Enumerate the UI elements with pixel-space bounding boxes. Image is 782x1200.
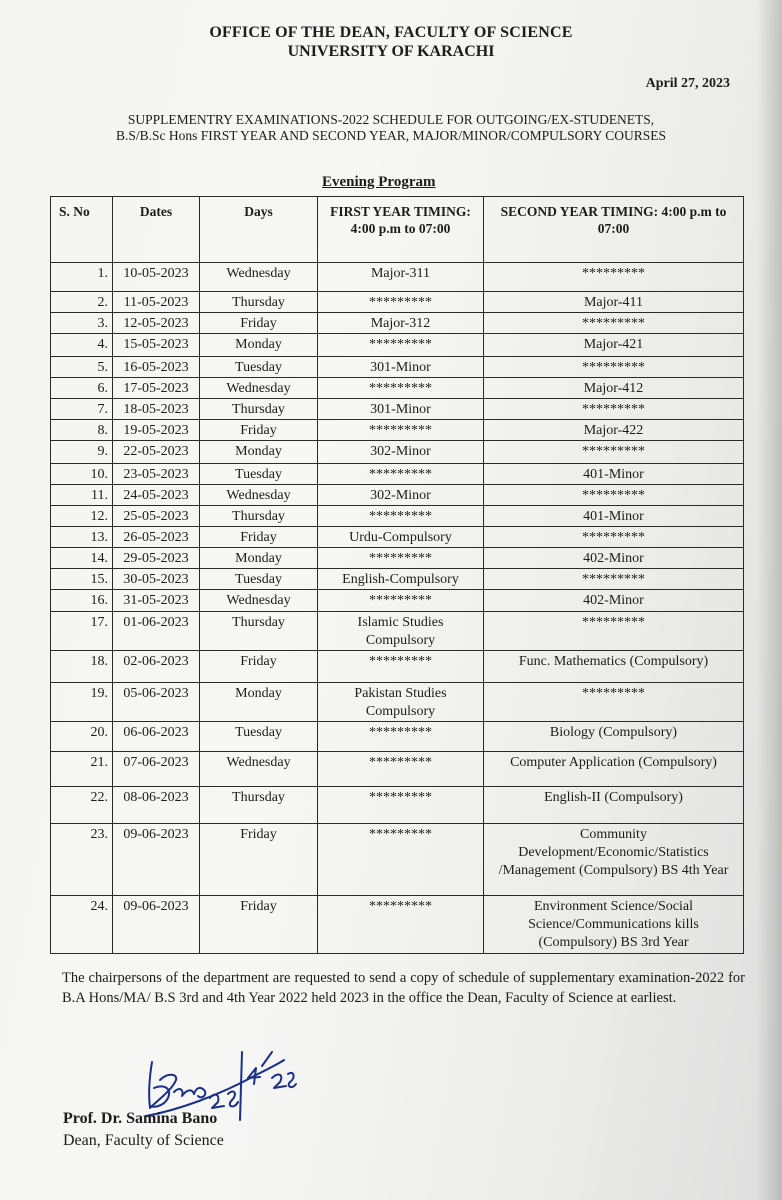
row-date-cell: [113, 334, 200, 357]
table-row: [51, 334, 744, 357]
row-date-cell: [113, 399, 200, 420]
row-sno: 8.: [97, 423, 108, 438]
row-day-cell: [200, 313, 318, 334]
row-date-cell: [113, 612, 200, 651]
table-row: [51, 569, 744, 590]
row-date: 12-05-2023: [123, 316, 189, 331]
row-first-year-cell: [318, 787, 484, 824]
row-sno: 3.: [97, 316, 108, 331]
row-date-cell: [113, 569, 200, 590]
row-day: Wednesday: [226, 488, 291, 503]
row-first-year: 302-Minor: [370, 488, 431, 503]
row-date: 10-05-2023: [123, 266, 189, 281]
row-first-year: 302-Minor: [370, 444, 431, 459]
row-day: Monday: [235, 551, 282, 566]
row-second-year-cell: [484, 441, 744, 464]
row-second-year: Major-412: [583, 381, 644, 396]
row-day: Friday: [240, 530, 277, 545]
row-date-cell: [113, 506, 200, 527]
row-second-year-cell: [484, 263, 744, 292]
row-day: Friday: [240, 423, 277, 438]
row-first-year: *********: [369, 790, 432, 805]
row-date: 26-05-2023: [123, 530, 189, 545]
row-day-cell: [200, 752, 318, 787]
program-heading: Evening Program: [322, 174, 436, 190]
row-second-year-cell: [484, 787, 744, 824]
row-date-cell: [113, 896, 200, 954]
row-sno: 2.: [97, 295, 108, 310]
row-date-cell: [113, 485, 200, 506]
table-row: [51, 824, 744, 896]
row-day: Tuesday: [235, 360, 282, 375]
row-second-year: *********: [582, 488, 645, 503]
row-first-year-cell: [318, 569, 484, 590]
row-date: 06-06-2023: [123, 725, 189, 740]
table-row: [51, 485, 744, 506]
row-date-cell: [113, 464, 200, 485]
row-first-year: *********: [369, 467, 432, 482]
row-day-cell: [200, 548, 318, 569]
row-date-cell: [113, 590, 200, 612]
row-day: Tuesday: [235, 725, 282, 740]
row-first-year: *********: [369, 337, 432, 352]
row-first-year-cell: [318, 313, 484, 334]
row-date-cell: [113, 548, 200, 569]
header-sno: S. No: [51, 197, 113, 263]
row-date-cell: [113, 527, 200, 548]
row-second-year: Major-421: [583, 337, 644, 352]
row-day: Wednesday: [226, 593, 291, 608]
row-sno-cell: [51, 569, 113, 590]
row-day: Friday: [240, 899, 277, 914]
row-day-cell: [200, 420, 318, 441]
row-second-year-cell: [484, 683, 744, 722]
row-first-year-cell: [318, 292, 484, 313]
row-day-cell: [200, 683, 318, 722]
row-second-year-cell: [484, 506, 744, 527]
row-date-cell: [113, 313, 200, 334]
row-day: Friday: [240, 827, 277, 842]
row-first-year-cell: [318, 612, 484, 651]
row-sno: 24.: [90, 899, 108, 914]
row-second-year-cell: [484, 548, 744, 569]
row-date-cell: [113, 263, 200, 292]
row-day-cell: [200, 399, 318, 420]
row-sno: 16.: [90, 593, 108, 608]
row-date: 01-06-2023: [123, 615, 189, 630]
row-second-year: *********: [582, 402, 645, 417]
row-date: 17-05-2023: [123, 381, 189, 396]
row-second-year-cell: [484, 824, 744, 896]
row-second-year: *********: [582, 530, 645, 545]
row-day: Monday: [235, 444, 282, 459]
row-sno: 13.: [90, 530, 108, 545]
row-sno-cell: [51, 485, 113, 506]
row-date: 09-06-2023: [123, 827, 189, 842]
row-first-year: Major-311: [370, 266, 431, 281]
row-date-cell: [113, 420, 200, 441]
row-second-year-cell: [484, 651, 744, 683]
row-date: 15-05-2023: [123, 337, 189, 352]
row-sno: 6.: [97, 381, 108, 396]
row-second-year: Community Development/Economic/Statistics /Management (Compulsory) BS 4th Year: [498, 827, 729, 878]
row-date-cell: [113, 722, 200, 752]
row-second-year-cell: [484, 292, 744, 313]
row-second-year: Major-422: [583, 423, 644, 438]
row-sno-cell: [51, 752, 113, 787]
row-second-year-cell: [484, 485, 744, 506]
row-day: Wednesday: [226, 381, 291, 396]
row-date-cell: [113, 292, 200, 313]
row-sno: 12.: [90, 509, 108, 524]
row-second-year: *********: [582, 572, 645, 587]
table-row: [51, 651, 744, 683]
chairpersons-note: [62, 968, 745, 1008]
row-day: Monday: [235, 686, 282, 701]
row-sno: 19.: [90, 686, 108, 701]
row-day: Thursday: [232, 402, 285, 417]
row-first-year: English-Compulsory: [342, 572, 459, 587]
row-date: 16-05-2023: [123, 360, 189, 375]
row-date-cell: [113, 378, 200, 399]
signer-name: Prof. Dr. Samina Bano: [63, 1110, 218, 1127]
row-first-year-cell: [318, 441, 484, 464]
row-day-cell: [200, 378, 318, 399]
row-day-cell: [200, 722, 318, 752]
table-row: [51, 752, 744, 787]
row-sno: 22.: [90, 790, 108, 805]
page-edge-shadow: [756, 0, 782, 1200]
row-sno-cell: [51, 420, 113, 441]
row-first-year-cell: [318, 548, 484, 569]
row-second-year: 402-Minor: [583, 593, 644, 608]
row-first-year-cell: [318, 399, 484, 420]
row-sno: 14.: [90, 551, 108, 566]
row-date: 29-05-2023: [123, 551, 189, 566]
row-second-year-cell: [484, 313, 744, 334]
row-date: 08-06-2023: [123, 790, 189, 805]
row-sno: 5.: [97, 360, 108, 375]
row-date: 07-06-2023: [123, 755, 189, 770]
row-day: Wednesday: [226, 755, 291, 770]
row-day-cell: [200, 569, 318, 590]
table-row: [51, 590, 744, 612]
header-days: Days: [200, 197, 318, 263]
exam-schedule-table: [50, 196, 744, 954]
row-first-year: Major-312: [370, 316, 431, 331]
row-second-year: Biology (Compulsory): [549, 725, 678, 740]
row-second-year: 401-Minor: [583, 467, 644, 482]
row-sno-cell: [51, 787, 113, 824]
table-row: [51, 787, 744, 824]
row-sno: 1.: [97, 266, 108, 281]
row-second-year-cell: [484, 378, 744, 399]
row-day-cell: [200, 506, 318, 527]
row-sno-cell: [51, 506, 113, 527]
row-date: 25-05-2023: [123, 509, 189, 524]
row-day: Wednesday: [226, 266, 291, 281]
row-first-year: 301-Minor: [370, 402, 431, 417]
row-second-year: English-II (Compulsory): [544, 790, 683, 805]
row-day: Tuesday: [235, 572, 282, 587]
row-first-year-cell: [318, 464, 484, 485]
row-sno: 15.: [90, 572, 108, 587]
row-first-year: *********: [369, 725, 432, 740]
row-first-year: *********: [369, 381, 432, 396]
row-date-cell: [113, 824, 200, 896]
row-date: 30-05-2023: [123, 572, 189, 587]
table-row: [51, 683, 744, 722]
row-sno-cell: [51, 292, 113, 313]
row-second-year: *********: [582, 266, 645, 281]
row-second-year: Func. Mathematics (Compulsory): [518, 654, 709, 669]
row-date-cell: [113, 683, 200, 722]
row-second-year: Environment Science/Social Science/Communications kills (Compulsory) BS 3rd Year: [528, 899, 699, 950]
row-date: 23-05-2023: [123, 467, 189, 482]
row-sno-cell: [51, 441, 113, 464]
row-first-year-cell: [318, 527, 484, 548]
row-date: 11-05-2023: [123, 295, 189, 310]
row-sno: 20.: [90, 725, 108, 740]
row-day-cell: [200, 334, 318, 357]
row-second-year-cell: [484, 590, 744, 612]
row-date-cell: [113, 787, 200, 824]
row-sno: 9.: [97, 444, 108, 459]
table-header-row: [51, 197, 744, 263]
row-date: 24-05-2023: [123, 488, 189, 503]
row-date: 05-06-2023: [123, 686, 189, 701]
row-second-year-cell: [484, 612, 744, 651]
row-sno: 4.: [97, 337, 108, 352]
row-day-cell: [200, 651, 318, 683]
row-day: Thursday: [232, 509, 285, 524]
row-second-year-cell: [484, 420, 744, 441]
table-row: [51, 548, 744, 569]
row-first-year-cell: [318, 357, 484, 378]
table-row: [51, 420, 744, 441]
row-first-year: *********: [369, 827, 432, 842]
row-first-year-cell: [318, 752, 484, 787]
row-date: 22-05-2023: [123, 444, 189, 459]
row-first-year-cell: [318, 722, 484, 752]
row-second-year-cell: [484, 357, 744, 378]
row-sno-cell: [51, 896, 113, 954]
row-sno-cell: [51, 464, 113, 485]
row-first-year-cell: [318, 378, 484, 399]
row-sno-cell: [51, 527, 113, 548]
row-first-year: *********: [369, 295, 432, 310]
row-second-year-cell: [484, 527, 744, 548]
table-row: [51, 722, 744, 752]
row-second-year: Major-411: [583, 295, 644, 310]
table-row: [51, 506, 744, 527]
row-date: 02-06-2023: [123, 654, 189, 669]
row-sno: 21.: [90, 755, 108, 770]
row-second-year-cell: [484, 896, 744, 954]
row-first-year-cell: [318, 420, 484, 441]
row-day-cell: [200, 292, 318, 313]
row-first-year: 301-Minor: [370, 360, 431, 375]
header-dates: Dates: [113, 197, 200, 263]
row-sno: 10.: [90, 467, 108, 482]
table-row: [51, 357, 744, 378]
row-sno: 18.: [90, 654, 108, 669]
row-first-year: *********: [369, 654, 432, 669]
row-first-year-cell: [318, 506, 484, 527]
signer-designation: Dean, Faculty of Science: [63, 1132, 224, 1149]
row-day-cell: [200, 824, 318, 896]
row-sno: 23.: [90, 827, 108, 842]
row-day: Monday: [235, 337, 282, 352]
row-first-year: *********: [369, 509, 432, 524]
table-row: [51, 378, 744, 399]
row-sno-cell: [51, 357, 113, 378]
table-row: [51, 441, 744, 464]
row-sno-cell: [51, 824, 113, 896]
row-second-year: *********: [582, 360, 645, 375]
row-first-year: Islamic Studies Compulsory: [357, 615, 444, 648]
row-day-cell: [200, 357, 318, 378]
row-first-year: Pakistan Studies Compulsory: [354, 686, 447, 719]
document-date: April 27, 2023: [645, 76, 730, 91]
row-sno: 11.: [91, 488, 108, 503]
table-row: [51, 399, 744, 420]
row-date-cell: [113, 441, 200, 464]
row-day: Friday: [240, 654, 277, 669]
row-day-cell: [200, 464, 318, 485]
row-second-year: 401-Minor: [583, 509, 644, 524]
row-date: 09-06-2023: [123, 899, 189, 914]
row-first-year-cell: [318, 263, 484, 292]
table-row: [51, 527, 744, 548]
row-first-year-cell: [318, 485, 484, 506]
row-date: 31-05-2023: [123, 593, 189, 608]
row-day-cell: [200, 896, 318, 954]
row-second-year-cell: [484, 722, 744, 752]
row-sno-cell: [51, 590, 113, 612]
row-sno-cell: [51, 722, 113, 752]
table-row: [51, 612, 744, 651]
row-second-year: *********: [582, 316, 645, 331]
row-second-year-cell: [484, 752, 744, 787]
row-second-year-cell: [484, 464, 744, 485]
row-day-cell: [200, 612, 318, 651]
row-date: 19-05-2023: [123, 423, 189, 438]
row-sno-cell: [51, 313, 113, 334]
header-first-year: FIRST YEAR TIMING: 4:00 p.m to 07:00: [318, 197, 484, 263]
table-row: [51, 292, 744, 313]
row-day: Friday: [240, 316, 277, 331]
row-day-cell: [200, 787, 318, 824]
row-sno-cell: [51, 683, 113, 722]
table-row: [51, 896, 744, 954]
row-sno-cell: [51, 263, 113, 292]
row-sno-cell: [51, 378, 113, 399]
row-first-year: Urdu-Compulsory: [349, 530, 452, 545]
row-day-cell: [200, 441, 318, 464]
row-date-cell: [113, 651, 200, 683]
row-first-year: *********: [369, 755, 432, 770]
row-sno-cell: [51, 612, 113, 651]
university-title: UNIVERSITY OF KARACHI: [287, 43, 495, 60]
row-second-year: Computer Application (Compulsory): [510, 755, 717, 770]
row-first-year-cell: [318, 683, 484, 722]
row-first-year-cell: [318, 334, 484, 357]
row-sno-cell: [51, 399, 113, 420]
row-first-year-cell: [318, 590, 484, 612]
row-second-year-cell: [484, 334, 744, 357]
office-title: OFFICE OF THE DEAN, FACULTY OF SCIENCE: [209, 24, 573, 41]
row-day-cell: [200, 590, 318, 612]
row-first-year: *********: [369, 423, 432, 438]
row-second-year: *********: [582, 444, 645, 459]
row-day-cell: [200, 485, 318, 506]
row-day-cell: [200, 527, 318, 548]
row-day: Thursday: [232, 615, 285, 630]
row-second-year: *********: [582, 615, 645, 630]
row-second-year-cell: [484, 569, 744, 590]
row-day: Thursday: [232, 295, 285, 310]
row-date: 18-05-2023: [123, 402, 189, 417]
row-second-year: 402-Minor: [583, 551, 644, 566]
row-sno: 17.: [90, 615, 108, 630]
row-sno-cell: [51, 548, 113, 569]
row-sno: 7.: [97, 402, 108, 417]
header-second-year: SECOND YEAR TIMING: 4:00 p.m to 07:00: [484, 197, 744, 263]
row-date-cell: [113, 752, 200, 787]
table-body: [51, 263, 744, 954]
row-sno-cell: [51, 651, 113, 683]
row-day: Thursday: [232, 790, 285, 805]
row-second-year: *********: [582, 686, 645, 701]
row-first-year-cell: [318, 824, 484, 896]
subtitle-line-1: SUPPLEMENTRY EXAMINATIONS-2022 SCHEDULE FOR OUTGOING/EX-STUDENETS,: [127, 112, 655, 127]
row-day: Tuesday: [235, 467, 282, 482]
row-first-year: *********: [369, 593, 432, 608]
row-first-year: *********: [369, 899, 432, 914]
note-text: The chairpersons of the department are requested to send a copy of schedule of supplementary examination-2022 for B.A Hons/MA/ B.S 3rd and 4th Year 2022 held 2023 in the office the Dean, Faculty of Science at earliest.: [62, 970, 745, 1006]
row-first-year-cell: [318, 651, 484, 683]
row-second-year-cell: [484, 399, 744, 420]
row-sno-cell: [51, 334, 113, 357]
table-row: [51, 313, 744, 334]
row-day-cell: [200, 263, 318, 292]
row-first-year: *********: [369, 551, 432, 566]
row-first-year-cell: [318, 896, 484, 954]
subtitle-line-2: B.S/B.Sc Hons FIRST YEAR AND SECOND YEAR, MAJOR/MINOR/COMPULSORY COURSES: [116, 128, 666, 143]
row-date-cell: [113, 357, 200, 378]
table-row: [51, 263, 744, 292]
table-row: [51, 464, 744, 485]
